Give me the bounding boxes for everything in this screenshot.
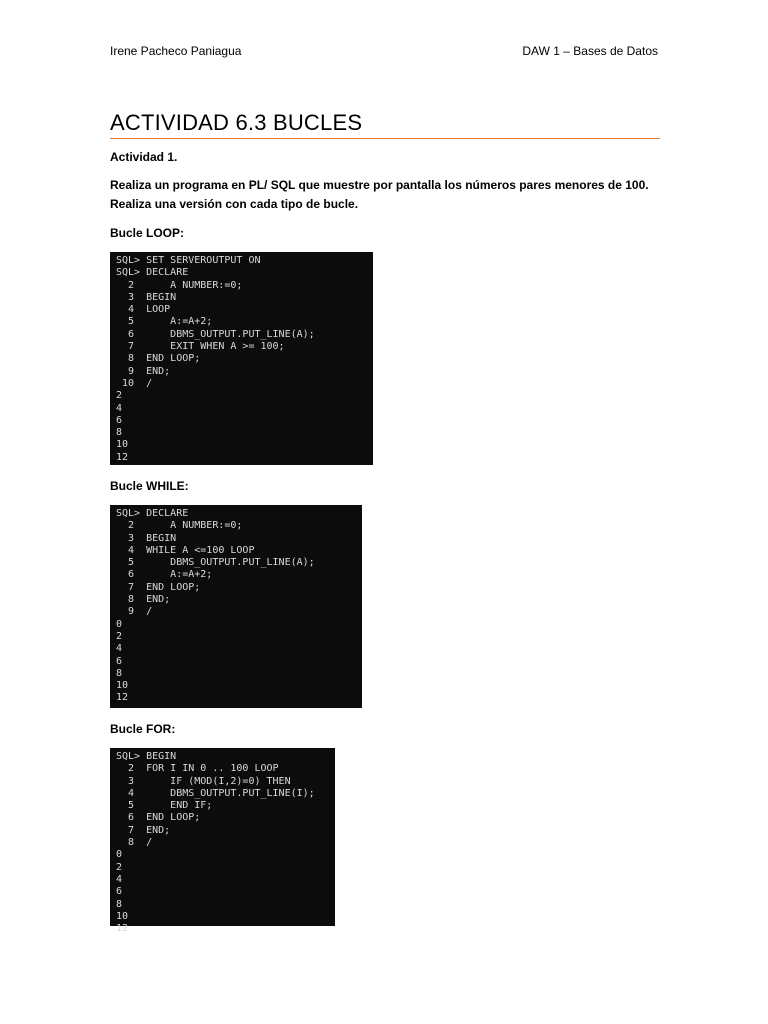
terminal-line: 7 EXIT WHEN A >= 100; — [116, 341, 285, 353]
terminal-line: 2 FOR I IN 0 .. 100 LOOP — [116, 763, 279, 775]
terminal-line: 12 — [116, 923, 129, 935]
terminal-line: 6 END LOOP; — [116, 812, 201, 824]
section-label-while: Bucle WHILE: — [110, 479, 189, 493]
terminal-line: 2 — [116, 630, 123, 642]
terminal-line: 4 LOOP — [116, 304, 171, 316]
terminal-line: 6 — [116, 655, 123, 667]
terminal-line: 4 — [116, 873, 123, 885]
section-label-loop: Bucle LOOP: — [110, 226, 185, 240]
header-course: DAW 1 – Bases de Datos — [522, 44, 658, 58]
terminal-line: 3 IF (MOD(I,2)=0) THEN — [116, 775, 291, 787]
terminal-line: 5 DBMS_OUTPUT.PUT_LINE(A); — [116, 557, 315, 569]
terminal-line: SQL> BEGIN — [116, 751, 177, 762]
terminal-line: 10 — [116, 439, 129, 451]
terminal-line: 8 — [116, 667, 123, 679]
terminal-line: 2 A NUMBER:=0; — [116, 279, 243, 291]
terminal-line: 0 — [116, 618, 123, 630]
terminal-line: SQL> SET SERVEROUTPUT ON — [116, 255, 261, 266]
activity-label: Actividad 1. — [110, 150, 178, 164]
terminal-line: 4 — [116, 402, 123, 414]
terminal-line: 5 A:=A+2; — [116, 316, 213, 328]
terminal-line: 9 / — [116, 606, 153, 618]
header-author: Irene Pacheco Paniagua — [110, 44, 242, 58]
section-label-for: Bucle FOR: — [110, 722, 176, 736]
terminal-loop — [110, 252, 373, 465]
activity-statement: Realiza un programa en PL/ SQL que muestre por pantalla los números pares menores de 100. Realiza una versión con cada tipo de bucle. — [110, 178, 649, 211]
terminal-line: 8 — [116, 427, 123, 439]
terminal-line: 8 END LOOP; — [116, 353, 201, 365]
terminal-line: 9 END; — [116, 365, 171, 377]
terminal-line: 4 DBMS_OUTPUT.PUT_LINE(I); — [116, 787, 315, 799]
terminal-line: 10 / — [116, 377, 153, 389]
terminal-line: 6 — [116, 414, 123, 426]
terminal-line: 8 / — [116, 837, 153, 849]
terminal-line: 7 END; — [116, 824, 171, 836]
terminal-line: 10 — [116, 910, 129, 922]
terminal-line: 3 BEGIN — [116, 291, 177, 303]
terminal-line: 12 — [116, 451, 129, 463]
terminal-while — [110, 505, 362, 708]
page-title: ACTIVIDAD 6.3 BUCLES — [110, 110, 660, 139]
terminal-line: 7 END LOOP; — [116, 581, 201, 593]
terminal-line: 6 A:=A+2; — [116, 569, 213, 581]
terminal-line: 10 — [116, 680, 129, 692]
terminal-line: 6 — [116, 886, 123, 898]
terminal-line: SQL> DECLARE — [116, 508, 189, 519]
terminal-line: 6 DBMS_OUTPUT.PUT_LINE(A); — [116, 328, 315, 340]
terminal-line: 12 — [116, 692, 129, 704]
terminal-line: 8 END; — [116, 594, 171, 606]
terminal-line: 4 WHILE A <=100 LOOP — [116, 544, 255, 556]
terminal-line: SQL> DECLARE — [116, 267, 189, 279]
terminal-line: 0 — [116, 849, 123, 861]
terminal-line: 5 END IF; — [116, 800, 213, 812]
terminal-line: 2 — [116, 861, 123, 873]
terminal-line: 3 BEGIN — [116, 532, 177, 544]
terminal-line: 2 — [116, 390, 123, 402]
terminal-line: 2 A NUMBER:=0; — [116, 520, 243, 532]
terminal-line: 8 — [116, 898, 123, 910]
terminal-line: 4 — [116, 643, 123, 655]
terminal-for — [110, 748, 335, 935]
